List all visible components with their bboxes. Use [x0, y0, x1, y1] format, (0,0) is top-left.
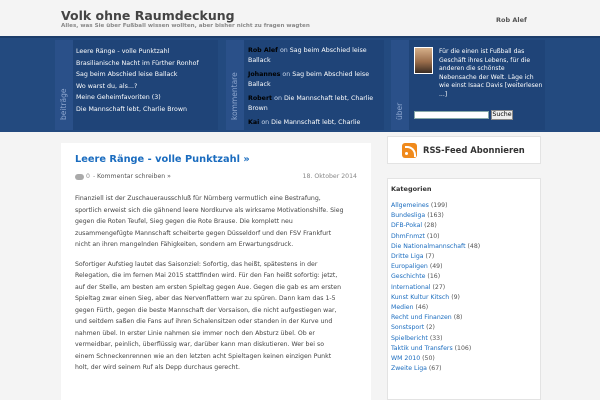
category-count: (46) [415, 304, 429, 312]
recent-post-link[interactable]: Brasilianische Nacht im Fürther Ronhof [76, 59, 199, 67]
comment-author-link[interactable]: Kai [248, 119, 260, 126]
meta-separator: - [93, 173, 96, 180]
category-item [391, 252, 480, 262]
comment-on-label: on [282, 71, 291, 78]
category-count: (33) [429, 334, 443, 342]
featured-band [0, 36, 600, 132]
category-item [391, 334, 480, 344]
post-title-link[interactable]: Leere Ränge - volle Punktzahl » [75, 154, 250, 165]
category-link[interactable]: Die Nationalmannschaft [391, 242, 466, 250]
rss-subscribe-label[interactable]: RSS-Feed Abonnieren [423, 145, 525, 155]
category-link[interactable]: Sonstsport [391, 324, 425, 332]
category-count: (50) [422, 355, 435, 363]
post-date: 18. Oktober 2014 [302, 173, 357, 180]
recent-comment [248, 94, 378, 114]
site-title[interactable]: Volk ohne Raumdeckung [61, 8, 235, 23]
post-meta [75, 173, 357, 183]
comment-author-link[interactable]: Rob Alef [248, 47, 278, 54]
header-author-link[interactable]: Rob Alef [496, 16, 527, 24]
category-item [391, 242, 480, 252]
category-item [391, 313, 480, 323]
category-count: (67) [428, 365, 442, 373]
category-link[interactable]: Zweite Liga [391, 365, 427, 373]
category-link[interactable]: Europaligen [391, 263, 428, 271]
recent-post-link[interactable]: Leere Ränge - volle Punktzahl [76, 48, 170, 55]
category-item [391, 293, 480, 303]
category-item [391, 323, 480, 333]
recent-posts-tab: beiträge [55, 40, 73, 130]
category-item [391, 272, 480, 282]
site-header [0, 0, 600, 36]
category-count: (2) [426, 324, 435, 332]
comment-on-label: on [261, 119, 270, 126]
recent-comment [248, 70, 378, 90]
category-count: (9) [451, 293, 460, 301]
category-count: (16) [427, 273, 441, 281]
rss-icon [402, 143, 417, 158]
comment-post-link[interactable]: Die Mannschaft lebt, Charlie Brown [248, 95, 374, 112]
recent-comment [248, 118, 378, 128]
category-link[interactable]: Taktik und Transfers [391, 344, 453, 352]
comment-author-link[interactable]: Robert [248, 95, 273, 102]
category-item [391, 303, 480, 313]
category-count: (163) [427, 212, 444, 220]
category-link[interactable]: Kunst Kultur Kitsch [391, 293, 450, 301]
category-item [391, 201, 480, 211]
category-item [391, 262, 480, 272]
author-avatar [414, 47, 433, 74]
post-article [61, 143, 371, 400]
comment-on-label: on [274, 95, 282, 102]
about-text: Für die einen ist Fußball das Geschäft ihres Lebens, für die anderen die schönste Nebensache der Welt. Läge ich wie einst Isaac Davis [weiterlesen ...] [439, 48, 543, 98]
category-count: (199) [430, 202, 448, 209]
rss-subscribe-box[interactable] [387, 136, 541, 164]
category-count: (28) [424, 222, 437, 230]
category-link[interactable]: Bundesliga [391, 212, 426, 220]
category-link[interactable]: Spielbericht [391, 334, 428, 342]
category-link[interactable]: Allgemeines [391, 202, 429, 209]
category-item [391, 283, 480, 293]
recent-comments-tab: kommentare [226, 40, 244, 130]
categories-title: Kategorien [391, 185, 432, 193]
about-panel [391, 40, 545, 130]
category-link[interactable]: WM 2010 [391, 355, 421, 363]
post-body [75, 193, 345, 382]
category-item [391, 221, 480, 231]
comment-count: 0 [86, 173, 90, 180]
recent-post-link[interactable]: Wo warst du, als...? [76, 82, 138, 90]
post-paragraph: Finanziell ist der Zuschauerausschluß für Nürnberg vermutlich eine Bestrafung, sportlich erweist sich die gähnend leere Nordkurve als wirksame Motivationshilfe. Sieg gegen die Roten Teufel, Sieg gegen die Rote Brause. Die komplett neu zusammengefügte Mannschaft scheiterte gegen Düsseldorf und den FSV Frankfurt nicht an ihren mangelnden Fähigkeiten, sondern am Erwartungsdruck. [75, 195, 344, 248]
recent-post-link[interactable]: Sag beim Abschied leise Ballack [76, 71, 178, 78]
search-input[interactable] [414, 111, 489, 119]
category-item [391, 232, 480, 242]
comment-post-link[interactable]: Sag beim Abschied leise Ballack [248, 47, 367, 64]
categories-list [391, 201, 480, 374]
about-tab: über [391, 40, 409, 130]
category-count: (7) [425, 253, 435, 261]
write-comment-link[interactable]: Kommentar schreiben » [97, 173, 171, 180]
category-item [391, 344, 480, 354]
post-paragraph: Sofortiger Aufstieg lautet das Saisonziel: Sofortig, das heißt, spätestens in der Relegation, die im fernen Mai 2015 stattfinden wird. Für den Fan heißt sofortig: jetzt, auf der Stelle, am besten am ersten Spieltag gegen Aue. Gegen die gab es am ersten Spieltag zwar einen Sieg, aber das Nervenflattern war zu spüren. Dann kam das 1-5 gegen Fürth, gegen die beste Mannschaft der Vorsaison, die nicht aufgestiegen war, und seitdem saßen die Fans auf ihren Schalensitzen oder standen in der Kurve und nahmen übel. In erster Linie nahmen sie immer noch den Absturz übel. Ob er vermeidbar, peinlich, überflüssig war, darüber kann man diskutieren. Wer bei so einem Schneckenrennen wie an den letzten acht Spieltagen keinen einzigen Punkt holt, der wird seinem Ruf als Depp durchaus gerecht. [75, 260, 342, 371]
category-link[interactable]: Medien [391, 304, 414, 312]
category-item [391, 354, 480, 364]
category-count: (27) [432, 283, 446, 291]
category-link[interactable]: Dritte Liga [391, 253, 424, 261]
search-button[interactable]: Suche [492, 111, 512, 118]
category-count: (10) [426, 232, 440, 240]
category-count: (106) [454, 344, 472, 352]
comment-post-link[interactable]: Sag beim Abschied leise Ballack [248, 71, 370, 88]
comment-author-link[interactable]: Johannes [248, 71, 281, 78]
category-link[interactable]: DFB-Pokal [391, 222, 423, 230]
category-count: (48) [467, 242, 481, 250]
category-link[interactable]: Geschichte [391, 273, 426, 281]
recent-comments-panel [226, 40, 384, 130]
comment-bubble-icon [75, 174, 84, 180]
recent-post-link[interactable]: Meine Geheimfavoriten (3) [76, 94, 161, 101]
recent-posts-panel [55, 40, 218, 130]
site-tagline: Alles, was Sie über Fußball wissen wollten, aber bisher nicht zu fragen wagten [61, 23, 310, 29]
category-item [391, 211, 480, 221]
category-count: (8) [453, 314, 463, 322]
comment-on-label: on [279, 47, 288, 54]
category-link[interactable]: Recht und Finanzen [391, 314, 452, 322]
categories-widget [387, 178, 541, 400]
recent-post-link[interactable]: Die Mannschaft lebt, Charlie Brown [76, 105, 187, 113]
category-count: (49) [429, 263, 443, 271]
category-link[interactable]: DhmFnmzt [391, 232, 425, 240]
comment-post-link[interactable]: Die Mannschaft lebt, Charlie [271, 119, 361, 126]
category-item [391, 364, 480, 374]
recent-comment [248, 46, 378, 66]
category-link[interactable]: International [391, 283, 431, 291]
